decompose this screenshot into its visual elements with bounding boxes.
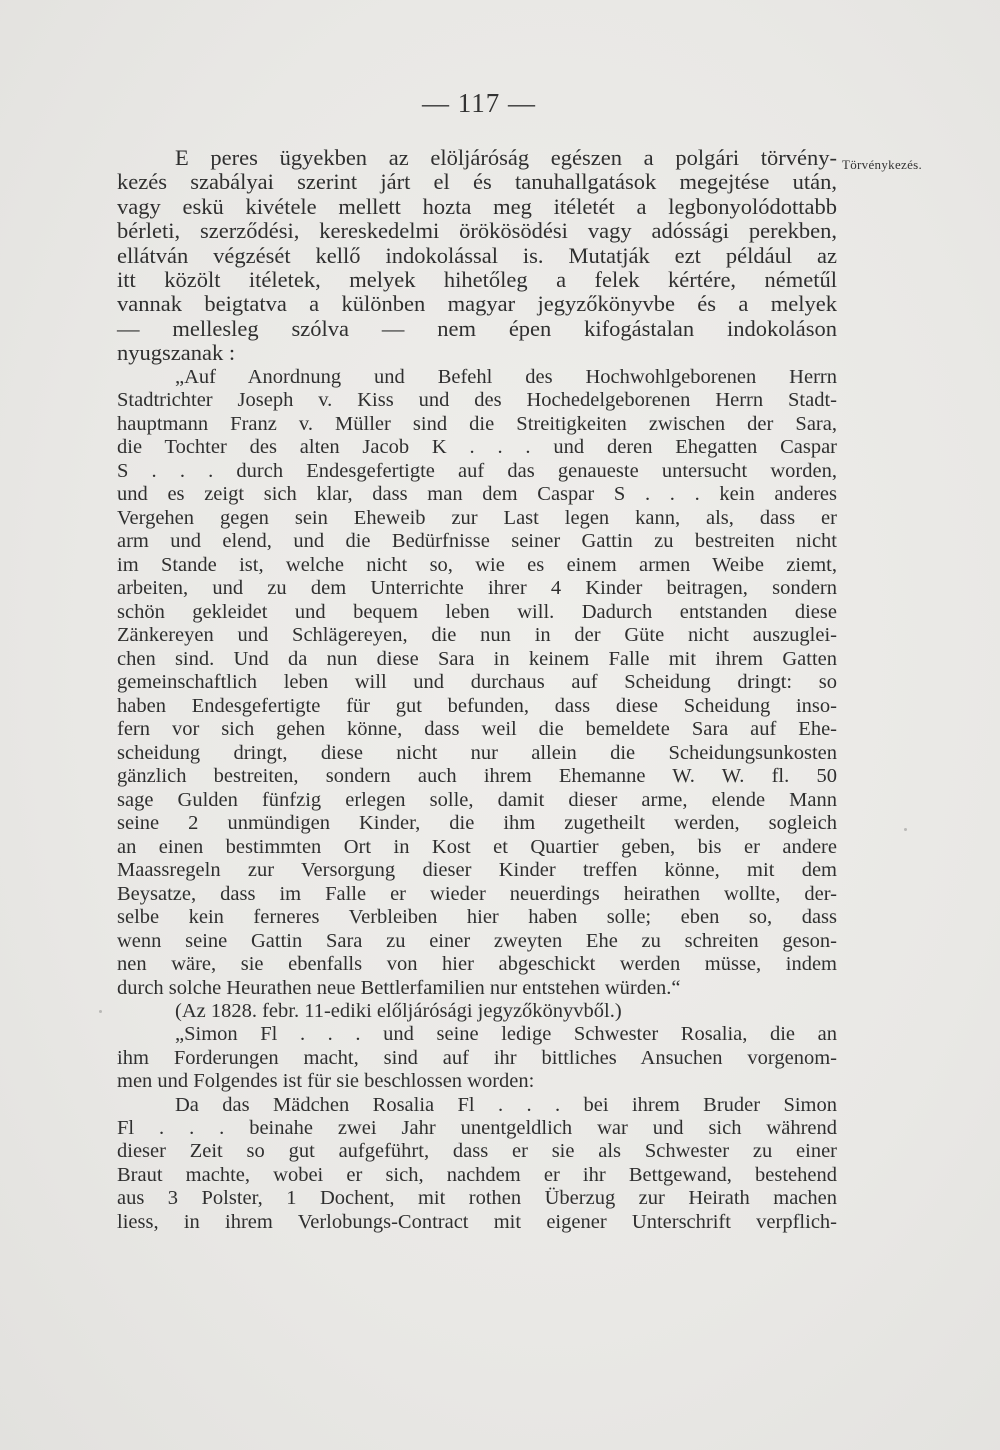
- text-line: gänzlich bestreiten, sondern auch ihrem Ehemanne W. W. fl. 50: [117, 765, 837, 788]
- text-line: Beysatze, dass im Falle er wieder neuerdings heirathen wollte, der-: [117, 882, 837, 905]
- text-line: S . . . durch Endesgefertigte auf das genaueste untersucht worden,: [117, 459, 837, 482]
- text-line: schön gekleidet und bequem leben will. Dadurch entstanden diese: [117, 600, 837, 623]
- text-line: liess, in ihrem Verlobungs-Contract mit eigener Unterschrift verpflich-: [117, 1210, 837, 1233]
- text-line: Da das Mädchen Rosalia Fl . . . bei ihrem Bruder Simon: [175, 1093, 837, 1116]
- text-line: men und Folgendes ist für sie beschlossen worden:: [117, 1070, 535, 1093]
- text-line: im Stande ist, welche nicht so, wie es einem armen Weibe ziemt,: [117, 553, 837, 576]
- text-line: durch solche Heurathen neue Bettlerfamilien nur entstehen würden.“: [117, 976, 681, 999]
- text-line: dieser Zeit so gut aufgeführt, dass er sie als Schwester zu einer: [117, 1140, 837, 1163]
- source-note-block: [117, 1000, 837, 1023]
- text-line: „Auf Anordnung und Befehl des Hochwohlgeborenen Herrn: [175, 365, 837, 388]
- paragraph-hungarian-intro: [117, 146, 837, 366]
- source-note: (Az 1828. febr. 11-ediki előljárósági jegyzőkönyvből.): [175, 1000, 622, 1023]
- text-line: Stadtrichter Joseph v. Kiss und des Hochedelgeborenen Herrn Stadt-: [117, 389, 837, 412]
- text-line: E peres ügyekben az elöljáróság egészen a polgári törvény-: [175, 145, 837, 170]
- text-line: bérleti, szerződési, kereskedelmi örökösödési vagy adóssági perekben,: [117, 218, 837, 244]
- body-text: [117, 146, 837, 1234]
- paragraph-judgment-2: [117, 1023, 837, 1093]
- margin-note: Törvénykezés.: [842, 157, 923, 172]
- text-line: sage Gulden fünfzig erlegen solle, damit dieser arme, elende Mann: [117, 788, 837, 811]
- text-line: Maassregeln zur Versorgung dieser Kinder treffen könne, mit dem: [117, 859, 837, 882]
- page-number: — 117 —: [422, 88, 536, 118]
- text-line: selbe kein ferneres Verbleiben hier haben solle; eben so, dass: [117, 906, 837, 929]
- text-line: chen sind. Und da nun diese Sara in keinem Falle mit ihrem Gatten: [117, 647, 837, 670]
- paper-speck: [904, 828, 907, 831]
- text-line: kezés szabályai szerint járt el és tanuhallgatások megejtése után,: [117, 169, 837, 195]
- text-line: seine 2 unmündigen Kinder, die ihm zugetheilt werden, sogleich: [117, 812, 837, 835]
- text-line: an einen bestimmten Ort in Kost et Quartier geben, bis er andere: [117, 835, 837, 858]
- text-line: nen wäre, sie ebenfalls von hier abgeschickt werden müsse, indem: [117, 953, 837, 976]
- text-line: itt közölt itéletek, melyek hihetőleg a felek kértére, németűl: [117, 266, 837, 292]
- text-line: vannak beigtatva a különben magyar jegyzőkönyvbe és a melyek: [117, 291, 837, 317]
- text-line: Zänkereyen und Schlägereyen, die nun in der Güte nicht auszuglei-: [117, 624, 837, 647]
- text-line: gemeinschaftlich leben will und durchaus auf Scheidung dringt: so: [117, 671, 837, 694]
- text-line: Braut machte, wobei er sich, nachdem er ihr Bettgewand, bestehend: [117, 1163, 837, 1186]
- text-line: wenn seine Gattin Sara zu einer zweyten Ehe zu schreiten geson-: [117, 929, 837, 952]
- text-line: und es zeigt sich klar, dass man dem Caspar S . . . kein anderes: [117, 483, 837, 506]
- text-line: ellátván végzését kellő indokolással is. Mutatják ezt például az: [117, 242, 837, 268]
- text-line: „Simon Fl . . . und seine ledige Schwester Rosalia, die an: [175, 1023, 837, 1046]
- text-line: nyugszanak :: [117, 340, 236, 366]
- text-line: die Tochter des alten Jacob K . . . und deren Ehegatten Caspar: [117, 436, 837, 459]
- text-line: haben Endesgefertigte für gut befunden, dass diese Scheidung inso-: [117, 694, 837, 717]
- text-line: aus 3 Polster, 1 Dochent, mit rothen Überzug zur Heirath machen: [117, 1187, 837, 1210]
- text-line: arm und elend, und die Bedürfnisse seiner Gattin zu bestreiten nicht: [117, 530, 837, 553]
- text-line: hauptmann Franz v. Müller sind die Streitigkeiten zwischen der Sara,: [117, 412, 837, 435]
- text-line: Vergehen gegen sein Eheweib zur Last legen kann, als, dass er: [117, 506, 837, 529]
- text-line: Fl . . . beinahe zwei Jahr unentgeldlich war und sich während: [117, 1116, 837, 1139]
- text-line: vagy eskü kivétele mellett hozta meg itéletét a legbonyolódottabb: [117, 193, 837, 219]
- paper-speck: [99, 1010, 102, 1013]
- paragraph-judgment-1: [117, 366, 837, 1001]
- text-line: ihm Forderungen macht, sind auf ihr bittliches Ansuchen vorgenom-: [117, 1046, 837, 1069]
- text-line: scheidung dringt, diese nicht nur allein die Scheidungsunkosten: [117, 741, 837, 764]
- text-line: — mellesleg szólva — nem épen kifogástalan indokoláson: [117, 315, 837, 341]
- text-line: fern vor sich gehen könne, dass weil die bemeldete Sara auf Ehe-: [117, 718, 837, 741]
- paragraph-judgment-2-body: [117, 1094, 837, 1234]
- text-line: arbeiten, und zu dem Unterrichte ihrer 4 Kinder beitragen, sondern: [117, 577, 837, 600]
